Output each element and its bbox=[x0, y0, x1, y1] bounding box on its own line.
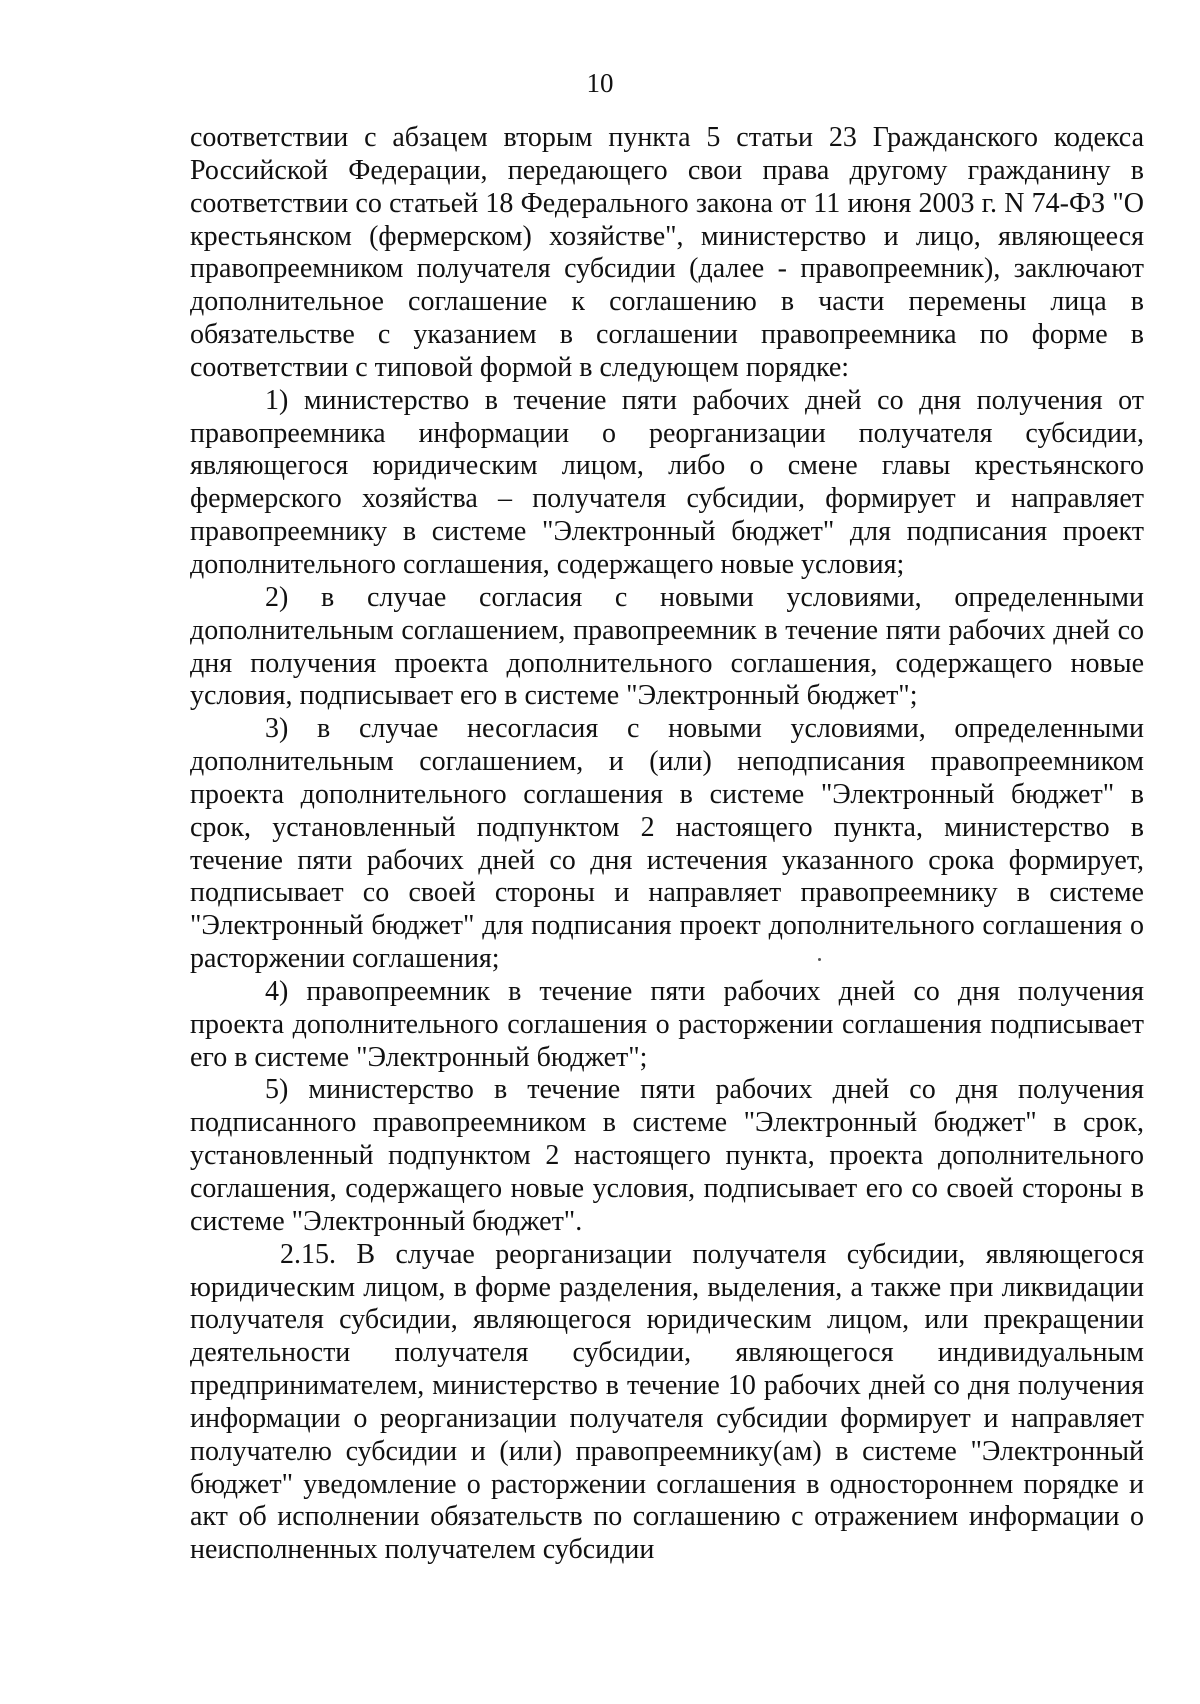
list-item-3: 3) в случае несогласия с новыми условиями, определенными дополнительным соглашением, и (или) неподписания правопреемником проекта дополнительного соглашения в системе "Электронный бюджет" в срок, установленный подпунктом 2 настоящего пункта, министерство в течение пяти рабочих дней со дня истечения указанного срока формирует, подписывает со своей стороны и направляет правопреемнику в системе "Электронный бюджет" для подписания проект дополнительного соглашения о расторжении соглашения; bbox=[190, 713, 1144, 975]
list-item-1: 1) министерство в течение пяти рабочих дней со дня получения от правопреемника информации о реорганизации получателя субсидии, являющегося юридическим лицом, либо о смене главы крестьянского фермерского хозяйства – получателя субсидии, формирует и направляет правопреемнику в системе "Электронный бюджет" для подписания проект дополнительного соглашения, содержащего новые условия; bbox=[190, 384, 1144, 580]
paragraph-continuation: соответствии с абзацем вторым пункта 5 статьи 23 Гражданского кодекса Российской Федерации, передающего свои права другому гражданину в соответствии со статьей 18 Федерального закона от 11 июня 2003 г. N 74-ФЗ "О крестьянском (фермерском) хозяйстве", министерство и лицо, являющееся правопреемником получателя субсидии (далее - правопреемник), заключают дополнительное соглашение к соглашению в части перемены лица в обязательстве с указанием в соглашении правопреемника по форме в соответствии с типовой формой в следующем порядке: bbox=[190, 122, 1144, 383]
page-number: 10 bbox=[586, 68, 614, 98]
list-item-2: 2) в случае согласия с новыми условиями, определенными дополнительным соглашением, правопреемник в течение пяти рабочих дней со дня получения проекта дополнительного соглашения, содержащего новые условия, подписывает его в системе "Электронный бюджет"; bbox=[190, 581, 1144, 712]
document-body bbox=[190, 122, 1144, 1567]
clause-2-15: 2.15. В случае реорганизации получателя субсидии, являющегося юридическим лицом, в форме разделения, выделения, а также при ликвидации получателя субсидии, являющегося юридическим лицом, или прекращении деятельности получателя субсидии, являющегося индивидуальным предпринимателем, министерство в течение 10 рабочих дней со дня получения информации о реорганизации получателя субсидии формирует и направляет получателю субсидии и (или) правопреемнику(ам) в системе "Электронный бюджет" уведомление о расторжении соглашения в одностороннем порядке и акт об исполнении обязательств по соглашению с отражением информации о неисполненных получателем субсидии bbox=[190, 1238, 1144, 1566]
list-item-4: 4) правопреемник в течение пяти рабочих дней со дня получения проекта дополнительного соглашения о расторжении соглашения подписывает его в системе "Электронный бюджет"; bbox=[190, 975, 1144, 1073]
list-item-5: 5) министерство в течение пяти рабочих дней со дня получения подписанного правопреемником в системе "Электронный бюджет" в срок, установленный подпунктом 2 настоящего пункта, проекта дополнительного соглашения, содержащего новые условия, подписывает его со своей стороны в системе "Электронный бюджет". bbox=[190, 1074, 1144, 1237]
scan-speck bbox=[818, 958, 821, 961]
